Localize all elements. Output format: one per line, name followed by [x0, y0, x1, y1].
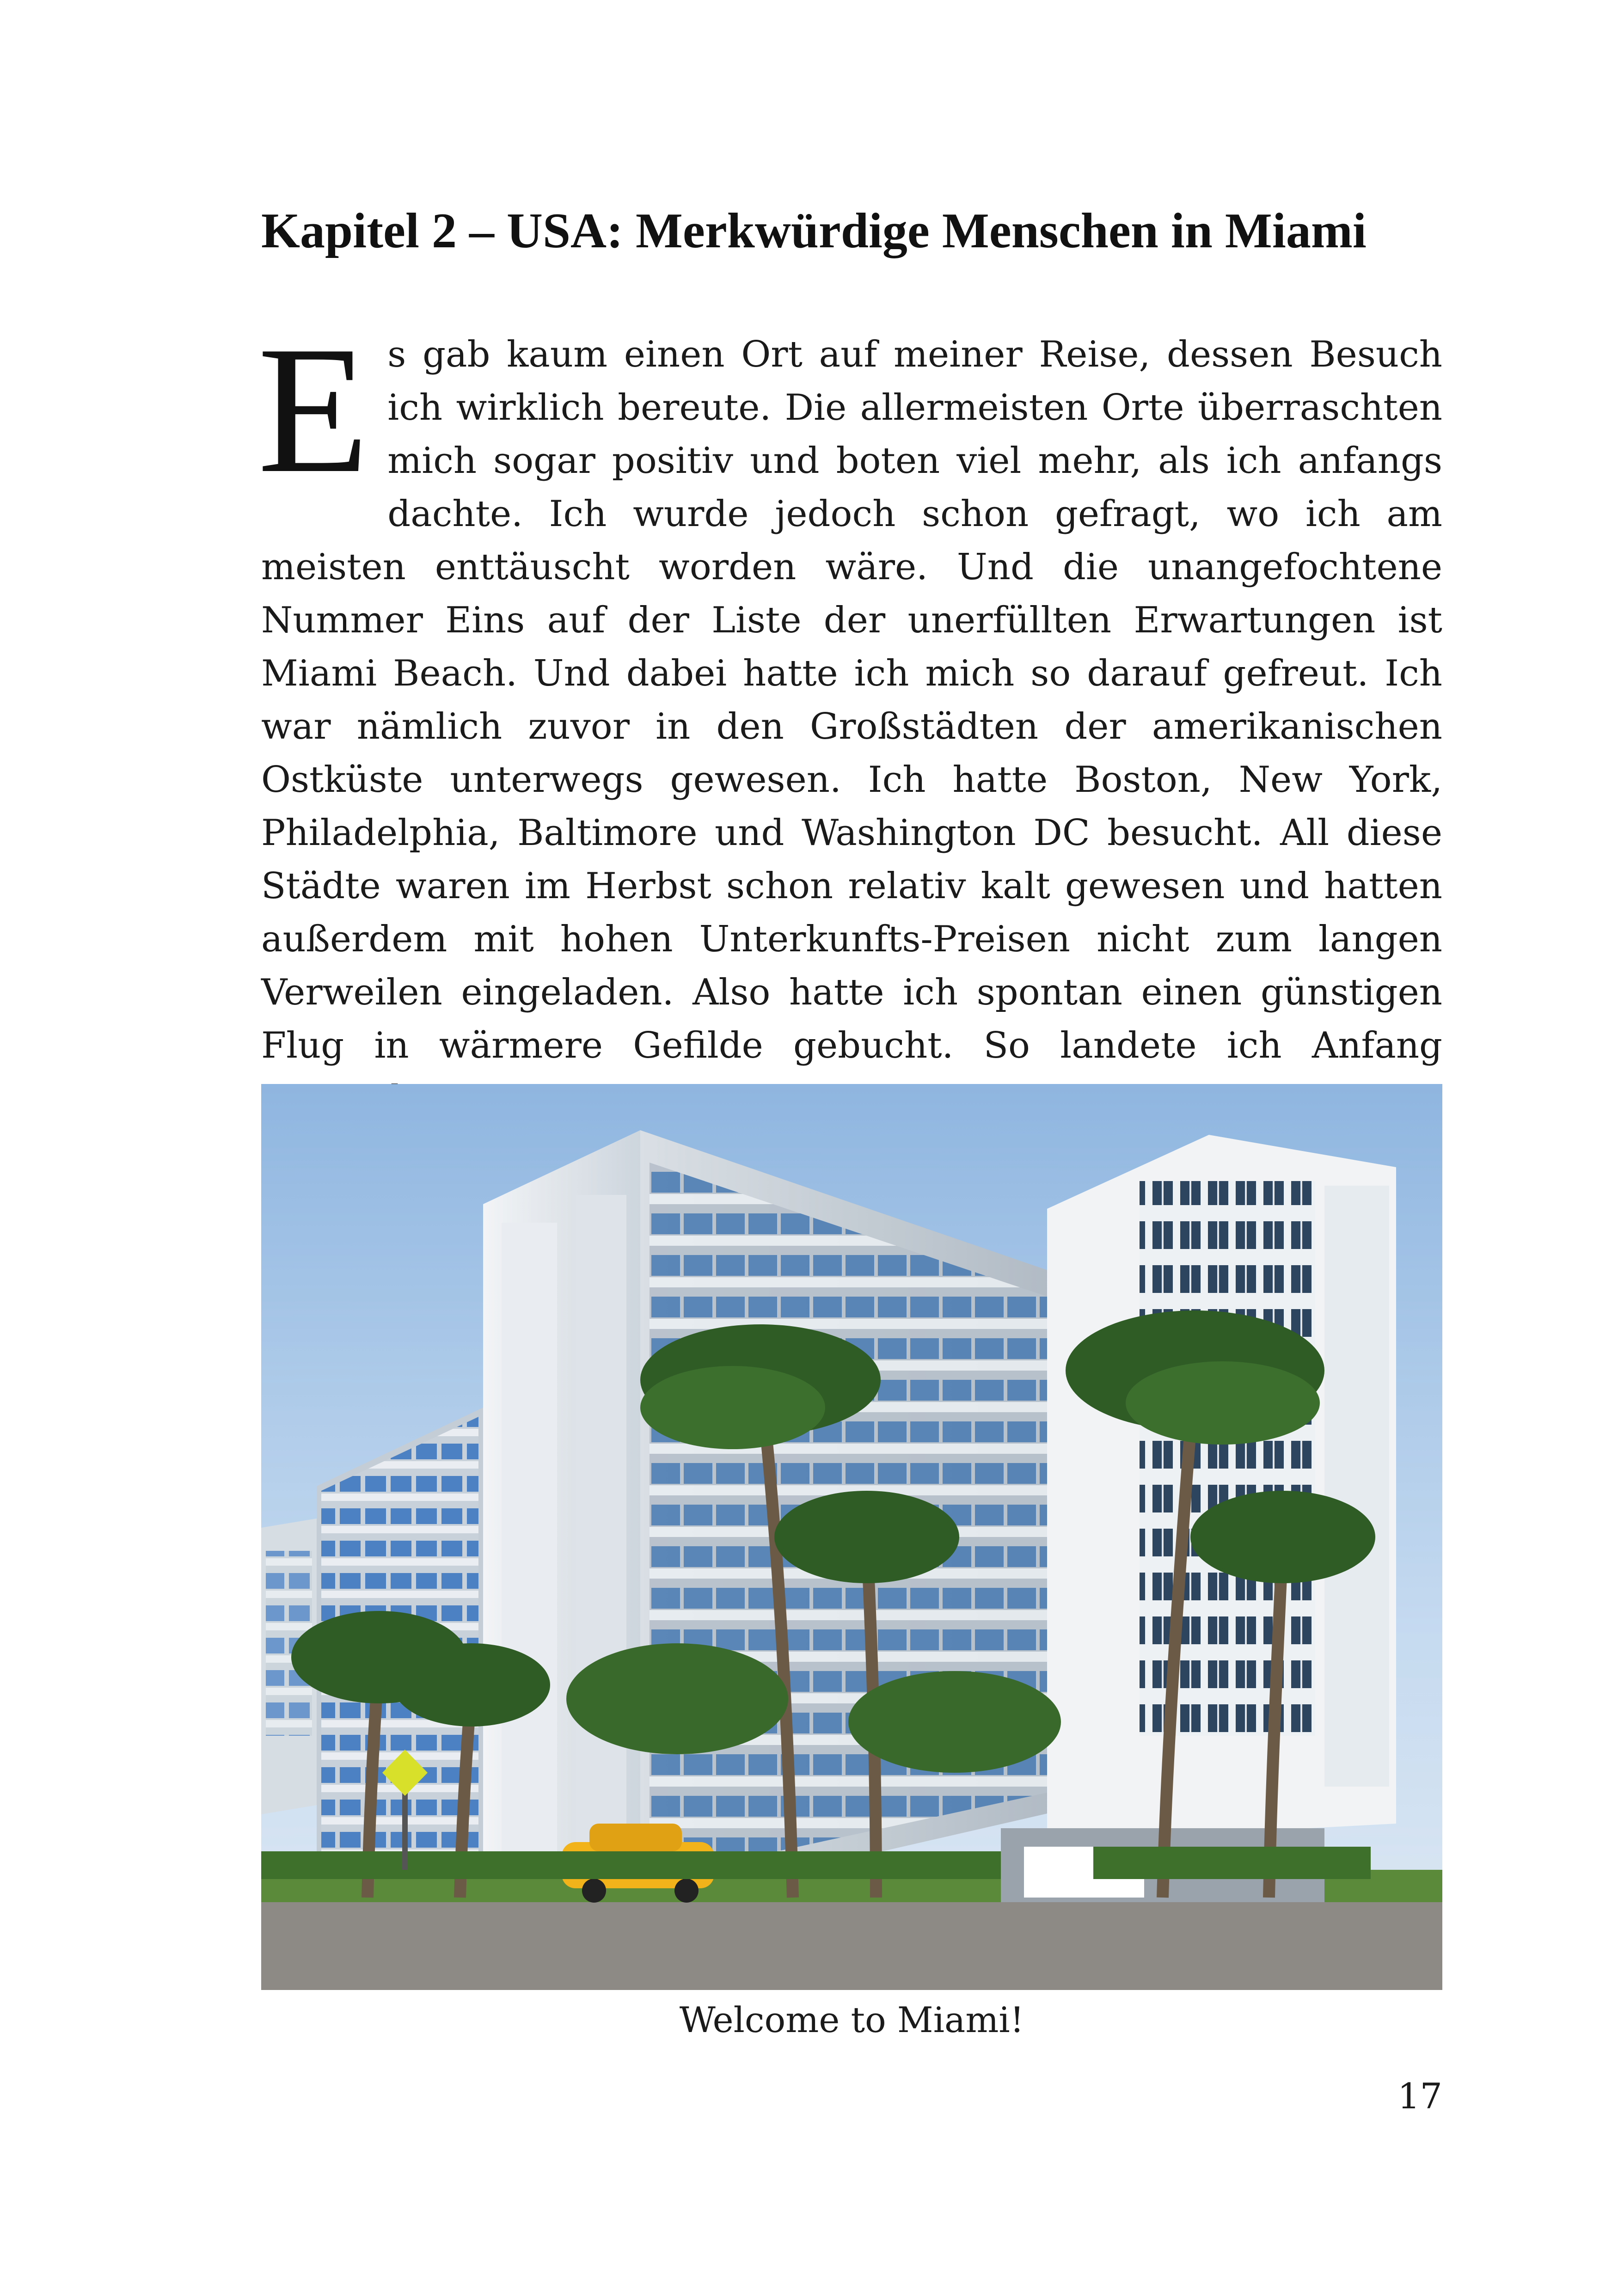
photo-illustration [261, 1084, 1442, 1990]
paragraph-text: s gab kaum einen Ort auf meiner Reise, dessen Besuch ich wirklich bereute. Die allermeisten Orte überraschten mich sogar positiv und boten viel mehr, als ich anfangs dachte. Ich wurde jedoch schon gefragt, wo ich am meisten enttäuscht worden wäre. Und die unangefochtene Nummer Eins auf der Liste der unerfüllten Erwartungen ist Miami Beach. Und dabei hatte ich mich so darauf gefreut. Ich war nämlich zuvor in den Großstädten der amerikanischen Ostküste unterwegs gewesen. Ich hatte Boston, New York, Philadelphia, Baltimore und Washington DC besucht. All diese Städte waren im Herbst schon relativ kalt gewesen und hatten außerdem mit hohen Unterkunfts-Preisen nicht zum langen Verweilen eingeladen. Also hatte ich spontan einen günstigen Flug in wärmere Gefilde gebucht. So landete ich Anfang [261, 334, 1442, 1066]
miami-beach-photo [261, 1084, 1442, 1990]
page-number: 17 [1397, 2076, 1442, 2117]
drop-cap-initial: E [257, 309, 369, 511]
photo-caption: Welcome to Miami! [679, 1999, 1024, 2040]
body-paragraph [257, 309, 1442, 1126]
chapter-title: Kapitel 2 – USA: Merkwürdige Menschen in Miami [261, 203, 1367, 258]
